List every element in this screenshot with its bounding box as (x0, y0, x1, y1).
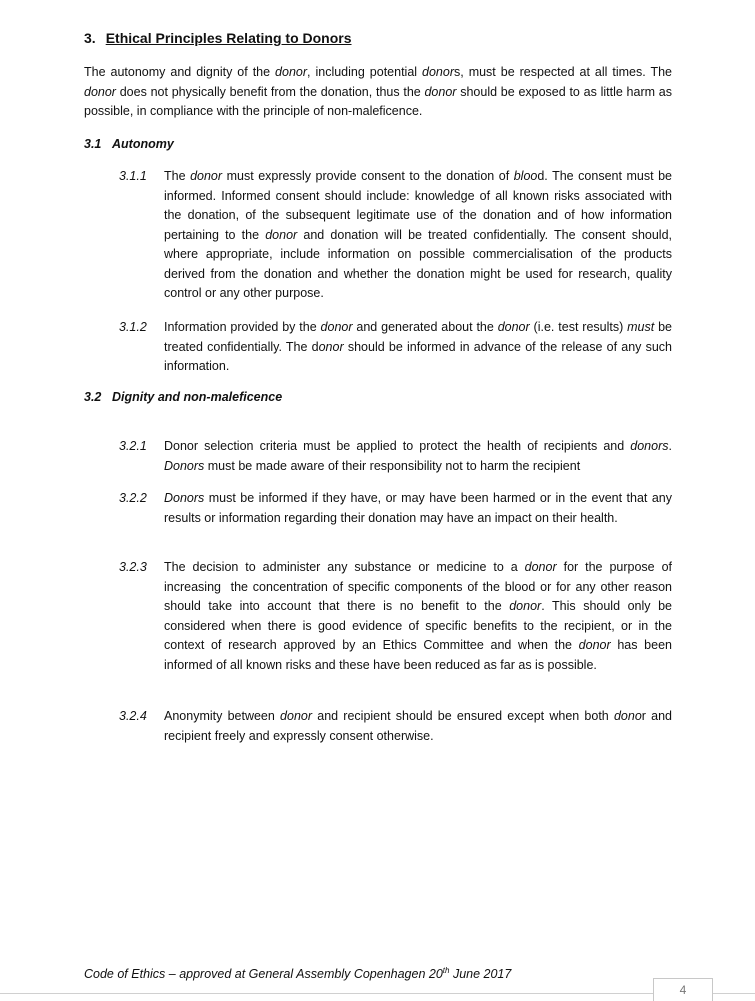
clause-number: 3.2.2 (119, 491, 147, 505)
footer-divider (0, 993, 755, 994)
subsection-heading-dignity (84, 390, 282, 404)
clause-3-1-2 (119, 318, 672, 377)
section-heading (84, 30, 352, 46)
clause-3-2-2 (119, 489, 672, 528)
section-title: Ethical Principles Relating to Donors (105, 30, 352, 46)
section-number: 3. (84, 30, 96, 46)
clause-3-2-3 (119, 558, 672, 675)
subsection-number: 3.1 (84, 137, 102, 151)
page-number: 4 (679, 983, 687, 997)
subsection-title: Autonomy (112, 137, 174, 151)
page-footer (84, 966, 511, 981)
clause-text: Anonymity between donor and recipient should be ensured except when both donor and recipient freely and expressly consent otherwise. (164, 709, 673, 743)
clause-number: 3.1.1 (119, 169, 147, 183)
clause-3-1-1 (119, 167, 672, 304)
clause-number: 3.1.2 (119, 320, 147, 334)
subsection-title: Dignity and non-maleficence (112, 390, 283, 404)
subsection-heading-autonomy (84, 137, 174, 151)
intro-paragraph: The autonomy and dignity of the donor, including potential donors, must be respected at all times. The donor does not physically benefit from the donation, thus the donor should be exposed to as little harm as possible, in compliance with the principle of non-maleficence. (84, 65, 672, 118)
footer-text-end: June 2017 (449, 967, 512, 982)
clause-number: 3.2.3 (119, 560, 147, 574)
clause-3-2-1 (119, 437, 672, 476)
footer-superscript: th (442, 966, 450, 975)
clause-3-2-4 (119, 707, 672, 746)
clause-text: The decision to administer any substance or medicine to a donor for the purpose of increasing the concentration of specific components of the blood or for any other reason should take into account that there is no benefit to the donor. This should only be considered when there is good evidence of specific benefits to the recipient, or in the context of research approved by an Ethics Committee and when the donor has been informed of all known risks and these have been reduced as far as is possible. (164, 560, 673, 672)
clause-text: Information provided by the donor and generated about the donor (i.e. test results) must be treated confidentially. The donor should be informed in advance of the release of any such information. (164, 320, 673, 373)
footer-text: Code of Ethics – approved at General Assembly Copenhagen 20 (84, 967, 443, 982)
clause-number: 3.2.1 (119, 439, 147, 453)
clause-number: 3.2.4 (119, 709, 147, 723)
clause-text: Donors must be informed if they have, or may have been harmed or in the event that any results or information regarding their donation may have an impact on their health. (164, 491, 672, 525)
clause-text: The donor must expressly provide consent to the donation of blood. The consent must be informed. Informed consent should include: knowledge of all known risks associated with the donation, of the subsequent legitimate use of the donation and of how information pertaining to the donor and donation will be treated confidentially. The consent should, where appropriate, include information on possible commercialisation of the products derived from the donation and whether the donation might be used for research, quality control or any other purpose. (164, 169, 673, 300)
clause-text: Donor selection criteria must be applied to protect the health of recipients and donors. Donors must be made aware of their responsibility not to harm the recipient (164, 439, 672, 473)
page-number-box (653, 978, 713, 1001)
subsection-number: 3.2 (84, 390, 102, 404)
